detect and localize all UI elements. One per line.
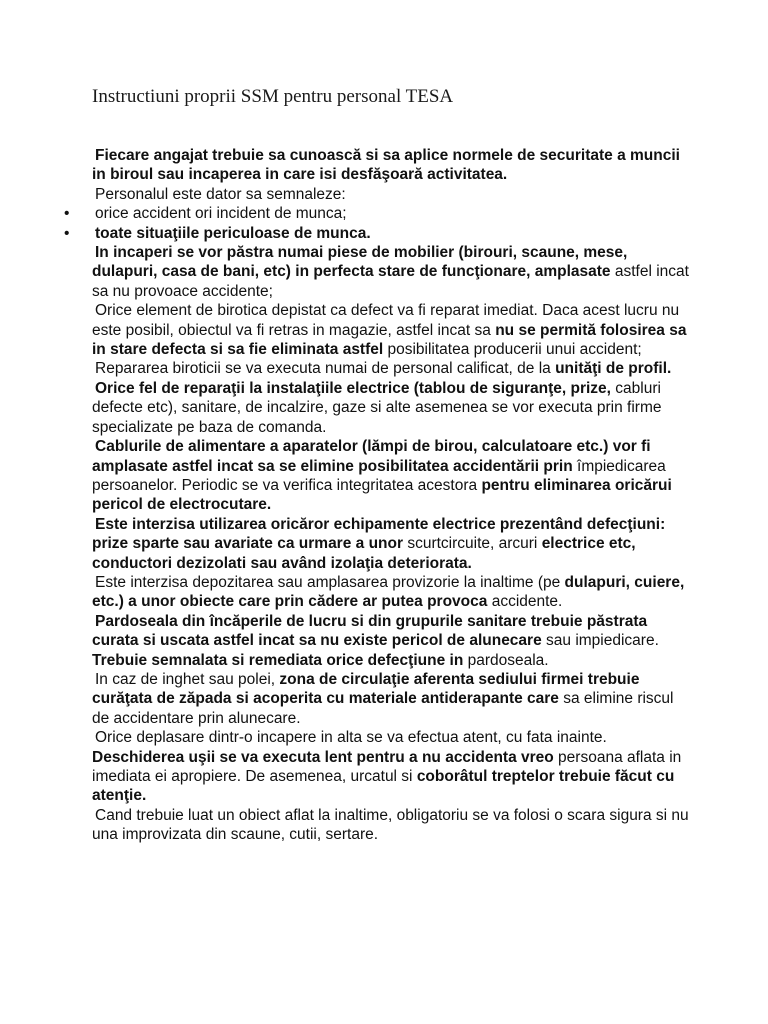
text-run: pardoseala. [463, 651, 549, 669]
paragraph [92, 301, 692, 359]
paragraph [92, 515, 692, 573]
text-run: orice accident ori incident de munca; [95, 205, 347, 223]
paragraph [92, 612, 692, 670]
text-run: împiedicarea persoanelor. Periodic se va verifica integritatea acestora [92, 457, 666, 494]
text-run: pentru eliminarea oricărui pericol de electrocutare. [92, 476, 672, 514]
text-run: Orice element de birotica depistat ca defect va fi reparat imediat. Daca acest lucru nu este posibil, obiectul va fi retras in magazie, astfel incat sa [92, 302, 680, 339]
text-run: Deschiderea uşii se va executa lent pentru a nu accidenta vreo [92, 748, 554, 766]
text-run: Orice fel de reparaţii la instalaţiile electrice (tablou de siguranţe, prize, [95, 379, 611, 397]
text-run: Pardoseala din încăperile de lucru si din grupurile sanitare trebuie păstrata curata si uscata astfel incat sa nu existe pericol de alunecare [92, 612, 648, 650]
text-run: nu se permită folosirea sa in stare defecta si sa fie eliminata astfel [92, 321, 687, 359]
bullet-icon: • [64, 224, 70, 242]
text-run: In incaperi se vor păstra numai piese de mobilier (birouri, scaune, mese, dulapuri, casa de bani, etc) in perfecta stare de funcţionare, amplasate [92, 244, 628, 281]
text-run: scurtcircuite, arcuri [403, 535, 542, 553]
text-run: Orice deplasare dintr-o incapere in alta se va efectua atent, cu fata inainte. [95, 729, 607, 747]
text-run: Repararea biroticii se va executa numai de personal calificat, de la [95, 360, 556, 378]
paragraph [92, 437, 692, 515]
text-run: Fiecare angajat trebuie sa cunoască si sa aplice normele de securitate a muncii in biroul sau incaperea in care isi desfăşoară activitatea. [92, 147, 680, 184]
text-run: Cablurile de alimentare a aparatelor (lămpi de birou, calculatoare etc.) vor fi amplasate astfel incat sa se elimine posibilitatea accidentării prin [92, 438, 651, 475]
document-title: Instructiuni proprii SSM pentru personal TESA [92, 86, 454, 107]
text-run: unităţi de profil. [555, 360, 672, 378]
paragraph [92, 806, 692, 845]
text-run: accidente. [487, 593, 563, 611]
paragraph [92, 185, 692, 204]
paragraph [92, 670, 692, 728]
text-run: sa elimine riscul de accidentare prin alunecare. [92, 690, 674, 727]
text-run: Este interzisa depozitarea sau amplasarea provizorie la inaltime (pe [95, 573, 565, 591]
text-run: Cand trebuie luat un obiect aflat la inaltime, obligatoriu se va folosi o scara sigura si nu una improvizata din scaune, cutii, sertare. [92, 806, 689, 844]
text-run: Personalul este dator sa semnaleze: [95, 185, 346, 203]
text-run: astfel incat sa nu provoace accidente; [92, 263, 689, 300]
text-run: dulapuri, cuiere, etc.) a unor obiecte care prin cădere ar putea provoca [92, 573, 685, 611]
text-run: zona de circulaţie aferenta sediului firmei trebuie curăţata de zăpada si acoperita cu materiale antiderapante care [92, 670, 640, 708]
paragraph [92, 243, 692, 301]
text-run: Trebuie semnalata si remediata orice defecţiune in [92, 651, 464, 669]
bullet-item [64, 204, 692, 223]
text-run: sau impiedicare. [541, 632, 659, 650]
text-run: coborâtul treptelor trebuie făcut cu atenţie. [92, 768, 675, 805]
text-run: In caz de inghet sau polei, [95, 670, 280, 688]
text-run: toate situaţiile periculoase de munca. [95, 224, 371, 242]
paragraph [92, 573, 692, 612]
text-run: persoana aflata in imediata ei apropiere. De asemenea, urcatul si [92, 748, 682, 785]
bullet-item [64, 224, 692, 243]
paragraph [92, 728, 692, 806]
text-run: Este interzisa utilizarea oricăror echipamente electrice prezentând defecţiuni: prize sparte sau avariate ca urmare a unor [92, 515, 666, 553]
text-run: cabluri defecte etc), sanitare, de incalzire, gaze si alte asemenea se vor executa prin firme specializate pe baza de comanda. [92, 379, 662, 436]
paragraph [92, 359, 692, 378]
paragraph [92, 146, 692, 185]
document-body [64, 146, 692, 845]
paragraph [92, 379, 692, 437]
bullet-icon: • [64, 205, 70, 223]
text-run: electrice etc, conductori dezizolati sau având izolaţia deteriorata. [92, 535, 636, 572]
text-run: posibilitatea producerii unui accident; [383, 341, 642, 359]
